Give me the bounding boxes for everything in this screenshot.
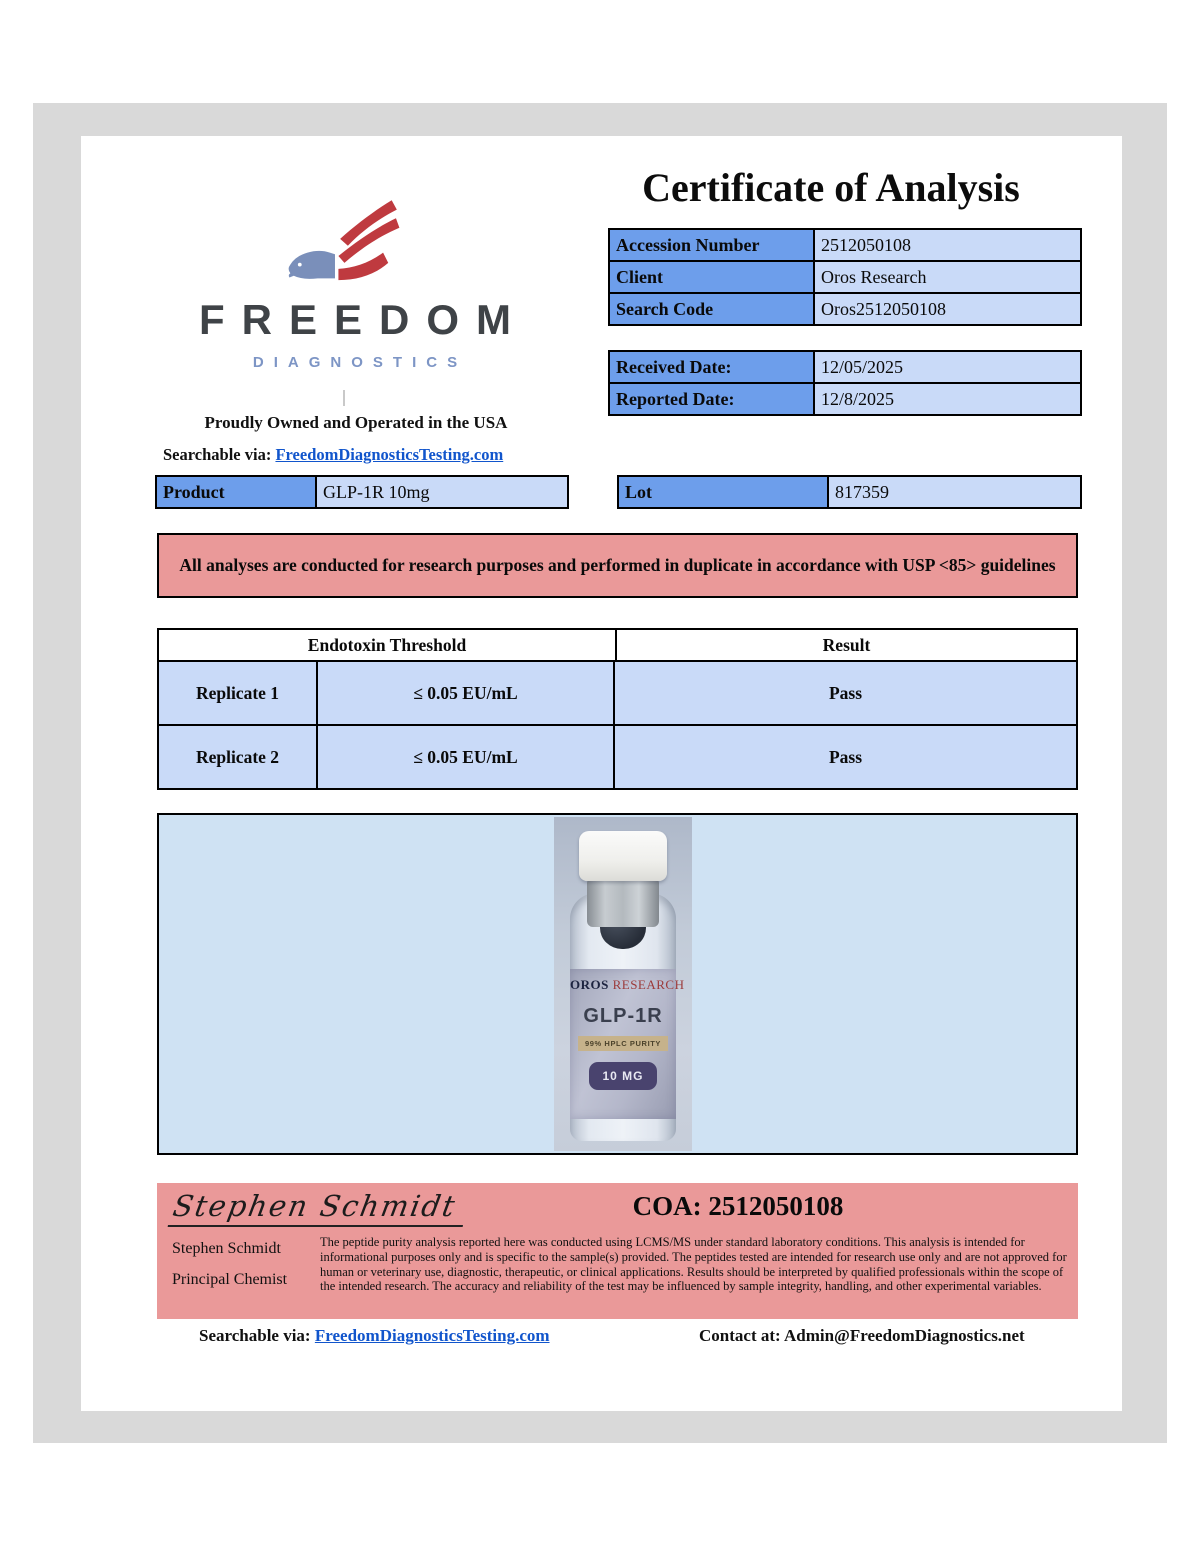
signer-name: Stephen Schmidt — [172, 1240, 281, 1257]
divider-tick — [343, 390, 345, 406]
vial-purity-strip: 99% HPLC PURITY — [578, 1036, 668, 1051]
table-row — [610, 262, 1080, 292]
endotoxin-table — [157, 628, 1078, 790]
bottom-searchable-line — [199, 1326, 550, 1346]
eagle-flag-icon — [268, 180, 414, 302]
tagline: Proudly Owned and Operated in the USA — [204, 413, 508, 432]
received-date-label: Received Date: — [610, 352, 813, 382]
contact-line: Contact at: Admin@FreedomDiagnostics.net — [699, 1326, 1025, 1345]
result-header: Result — [617, 630, 1076, 660]
vial-brand-secondary: RESEARCH — [612, 977, 685, 992]
signature-footer — [157, 1183, 1078, 1319]
signer-title: Principal Chemist — [172, 1271, 288, 1288]
lot-label: Lot — [619, 477, 827, 507]
vial-brand-line — [570, 977, 685, 993]
sample-photo-box — [157, 813, 1078, 1155]
dates-table — [608, 350, 1082, 416]
table-row — [610, 230, 1080, 260]
vial-brand-primary: OROS — [570, 977, 609, 992]
searchable-label: Searchable via: — [163, 445, 272, 464]
accession-number-label: Accession Number — [610, 230, 813, 260]
table-row — [157, 477, 567, 507]
replicate-2-name: Replicate 2 — [159, 726, 318, 788]
product-label: Product — [157, 477, 315, 507]
search-code-label: Search Code — [610, 294, 813, 324]
received-date-value: 12/05/2025 — [815, 352, 1080, 382]
page-title: Certificate of Analysis — [642, 165, 1020, 210]
bottom-searchable-link[interactable]: FreedomDiagnosticsTesting.com — [314, 1326, 550, 1345]
table-row — [619, 477, 1080, 507]
accession-info-table — [608, 228, 1082, 326]
accession-number-value: 2512050108 — [815, 230, 1080, 260]
search-code-value: Oros2512050108 — [815, 294, 1080, 324]
product-value: GLP-1R 10mg — [317, 477, 567, 507]
logo-subbrand-text: DIAGNOSTICS — [252, 354, 468, 371]
replicate-2-result: Pass — [615, 726, 1076, 788]
searchable-link[interactable]: FreedomDiagnosticsTesting.com — [275, 445, 504, 464]
lot-value: 817359 — [829, 477, 1080, 507]
coa-number: COA: 2512050108 — [632, 1191, 844, 1221]
client-value: Oros Research — [815, 262, 1080, 292]
searchable-line — [163, 445, 503, 465]
endotoxin-threshold-header: Endotoxin Threshold — [159, 630, 617, 660]
bottom-searchable-label: Searchable via: — [199, 1326, 311, 1345]
table-row — [159, 660, 1076, 724]
reported-date-label: Reported Date: — [610, 384, 813, 414]
document-body — [81, 136, 1122, 1411]
endotoxin-table-header — [159, 630, 1076, 660]
vial-cap — [579, 831, 667, 881]
vial-photo — [554, 817, 692, 1151]
vial-label — [570, 969, 685, 1119]
research-notice-banner: All analyses are conducted for research purposes and performed in duplicate in accordance with USP <85> guidelines — [157, 533, 1078, 598]
table-row — [610, 384, 1080, 414]
vial-dose-badge: 10 MG — [589, 1062, 656, 1090]
replicate-1-result: Pass — [615, 662, 1076, 724]
table-row — [610, 294, 1080, 324]
replicate-2-threshold: ≤ 0.05 EU/mL — [318, 726, 615, 788]
lot-table — [617, 475, 1082, 509]
signature-script: Stephen Schmidt — [168, 1189, 469, 1227]
table-row — [159, 724, 1076, 788]
reported-date-value: 12/8/2025 — [815, 384, 1080, 414]
replicate-1-threshold: ≤ 0.05 EU/mL — [318, 662, 615, 724]
disclaimer-text: The peptide purity analysis reported here was conducted using LCMS/MS under standard laboratory conditions. This analysis is intended for informational purposes only and is specific to the sample(s) provided. The peptides tested are intended for research use only and are not approved for human or veterinary use, diagnostic, therapeutic, or clinical applications. Results should be interpreted by qualified professionals within the scope of the intended research. The accuracy and reliability of the test may be influenced by sample integrity, handling, and other experimental variables. — [320, 1235, 1067, 1294]
client-label: Client — [610, 262, 813, 292]
vial-product-name: GLP-1R — [583, 1005, 663, 1027]
replicate-1-name: Replicate 1 — [159, 662, 318, 724]
table-row — [610, 352, 1080, 382]
logo-brand-text: FREEDOM — [199, 296, 528, 343]
vial-seal — [587, 879, 659, 927]
product-table — [155, 475, 569, 509]
